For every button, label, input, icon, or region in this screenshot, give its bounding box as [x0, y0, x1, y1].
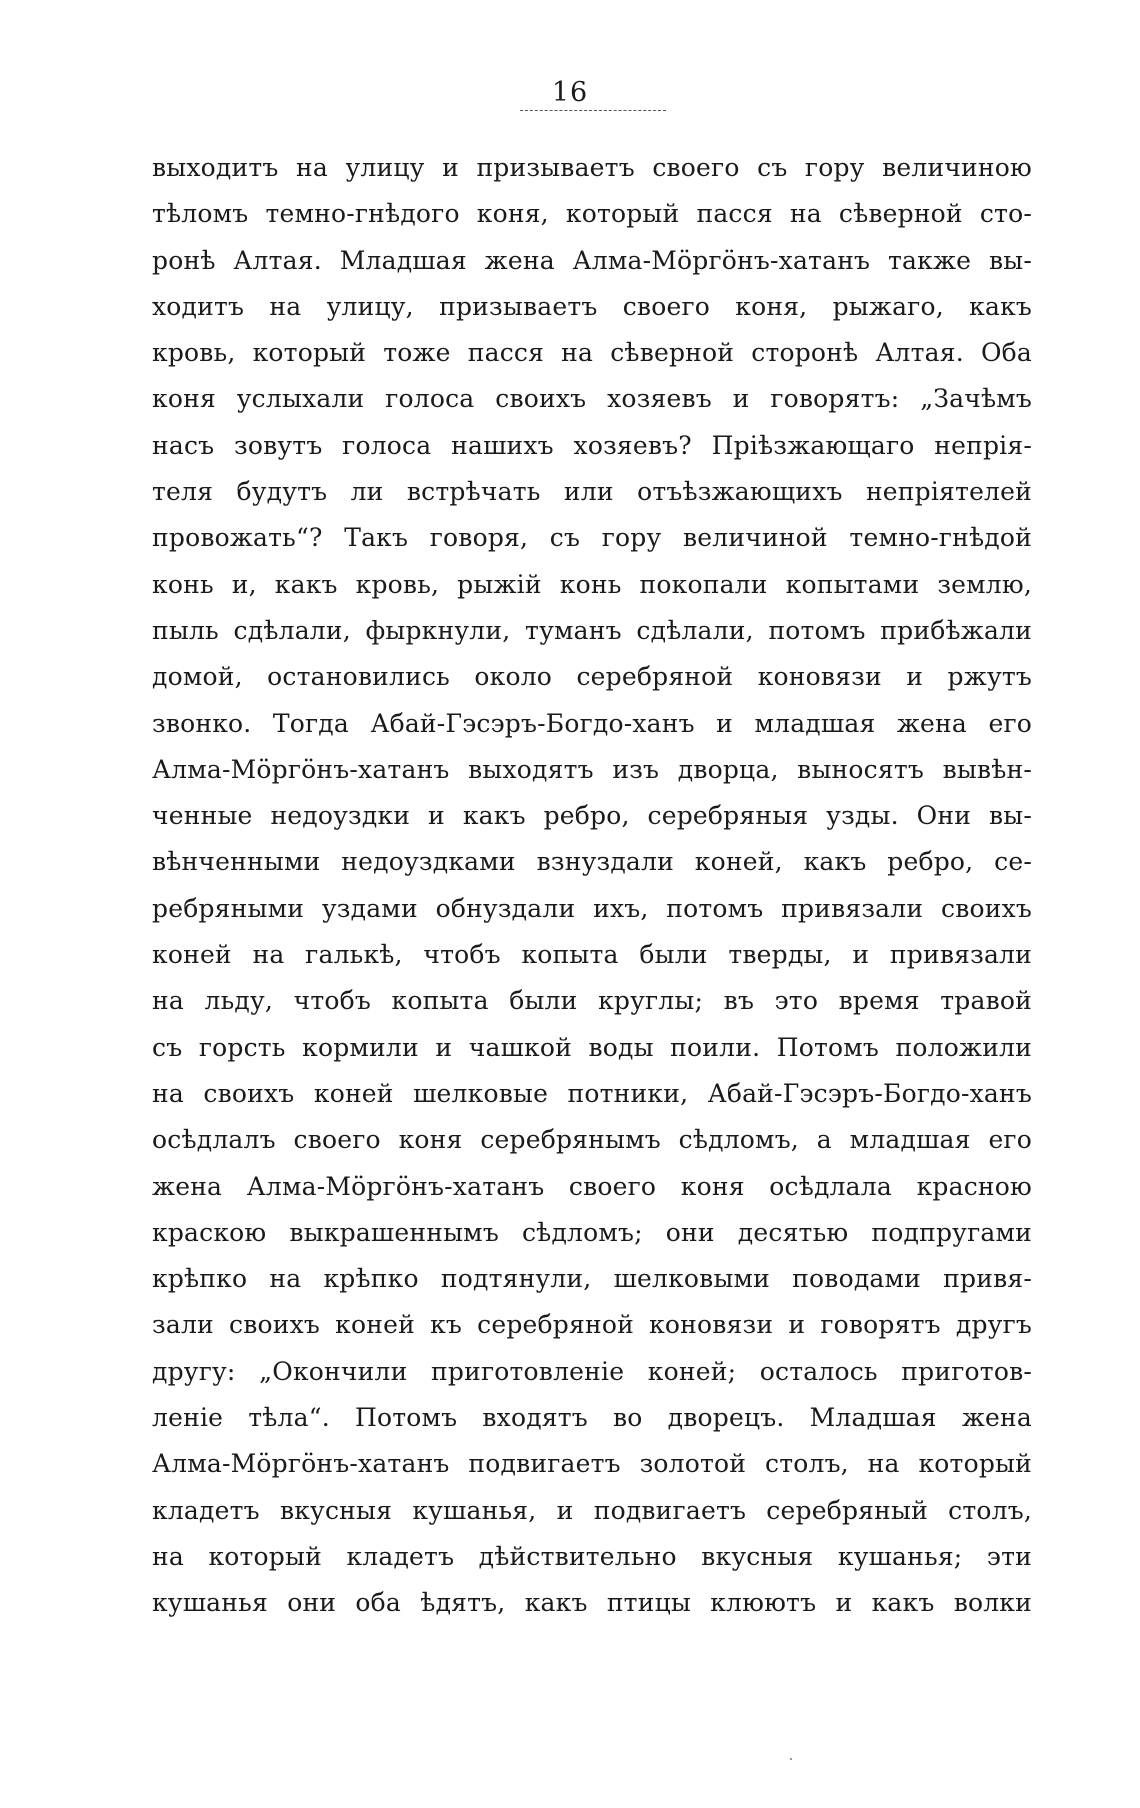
text-line: съ горсть кормили и чашкой воды поили. Потомъ положили	[152, 1032, 1032, 1062]
text-line: ронѣ Алтая. Младшая жена Алма-Мöргöнъ-хатанъ также вы-	[152, 245, 1032, 275]
text-line: Алма-Мöргöнъ-хатанъ подвигаетъ золотой столъ, на который	[152, 1449, 1032, 1479]
text-line: осѣдлалъ своего коня серебрянымъ сѣдломъ, а младшая его	[152, 1125, 1032, 1155]
text-line: насъ зовутъ голоса нашихъ хозяевъ? Пріѣзжающаго непрія-	[152, 430, 1032, 460]
text-line: Алма-Мöргöнъ-хатанъ выходятъ изъ дворца, выносятъ вывѣн-	[152, 754, 1032, 784]
text-line: кладетъ вкусныя кушанья, и подвигаетъ серебряный столъ,	[152, 1495, 1032, 1525]
text-line: леніе тѣла“. Потомъ входятъ во дворецъ. Младшая жена	[152, 1403, 1032, 1433]
text-line: зали своихъ коней къ серебряной коновязи и говорятъ другъ	[152, 1310, 1032, 1340]
text-line: на который кладетъ дѣйствительно вкусныя кушанья; эти	[152, 1541, 1032, 1571]
text-line: вѣнченными недоуздками взнуздали коней, какъ ребро, се-	[152, 847, 1032, 877]
text-line: кровь, который тоже пасся на сѣверной сторонѣ Алтая. Оба	[152, 338, 1032, 368]
text-line: на своихъ коней шелковые потники, Абай-Гэсэръ-Богдо-ханъ	[152, 1078, 1032, 1108]
text-line: кушанья они оба ѣдятъ, какъ птицы клюютъ и какъ волки	[152, 1588, 1032, 1618]
page-number: 16	[551, 77, 589, 108]
text-line: коня услыхали голоса своихъ хозяевъ и говорятъ: „Зачѣмъ	[152, 384, 1032, 414]
text-line: теля будутъ ли встрѣчать или отъѣзжающихъ непріятелей	[152, 477, 1032, 507]
text-line: на льду, чтобъ копыта были круглы; въ это время травой	[152, 986, 1032, 1016]
text-line: ходитъ на улицу, призываетъ своего коня, рыжаго, какъ	[152, 291, 1032, 321]
text-line: крѣпко на крѣпко подтянули, шелковыми поводами привя-	[152, 1264, 1032, 1294]
text-line: домой, остановились около серебряной коновязи и ржутъ	[152, 662, 1032, 692]
text-line: тѣломъ темно-гнѣдого коня, который пасся на сѣверной сто-	[152, 199, 1032, 229]
text-line: пыль сдѣлали, фыркнули, туманъ сдѣлали, потомъ прибѣжали	[152, 615, 1032, 645]
text-line: жена Алма-Мöргöнъ-хатанъ своего коня осѣдлала красною	[152, 1171, 1032, 1201]
text-line: другу: „Окончили приготовленіе коней; осталось приготов-	[152, 1356, 1032, 1386]
paper-speck	[790, 1758, 792, 1760]
text-line: выходитъ на улицу и призываетъ своего съ гору величиною	[152, 153, 1032, 182]
text-line: коней на галькѣ, чтобъ копыта были тверды, и привязали	[152, 940, 1032, 970]
body-text	[152, 145, 1032, 1627]
text-line: звонко. Тогда Абай-Гэсэръ-Богдо-ханъ и младшая жена его	[152, 708, 1032, 738]
text-line: ребряными уздами обнуздали ихъ, потомъ привязали своихъ	[152, 893, 1032, 923]
text-line: провожать“? Такъ говоря, съ гору величиной темно-гнѣдой	[152, 523, 1032, 553]
text-line: конь и, какъ кровь, рыжій конь покопали копытами землю,	[152, 569, 1032, 599]
text-line: ченные недоуздки и какъ ребро, серебряныя узды. Они вы-	[152, 801, 1032, 831]
page-number-rule	[520, 110, 666, 111]
text-line: краскою выкрашеннымъ сѣдломъ; они десятью подпругами	[152, 1217, 1032, 1247]
